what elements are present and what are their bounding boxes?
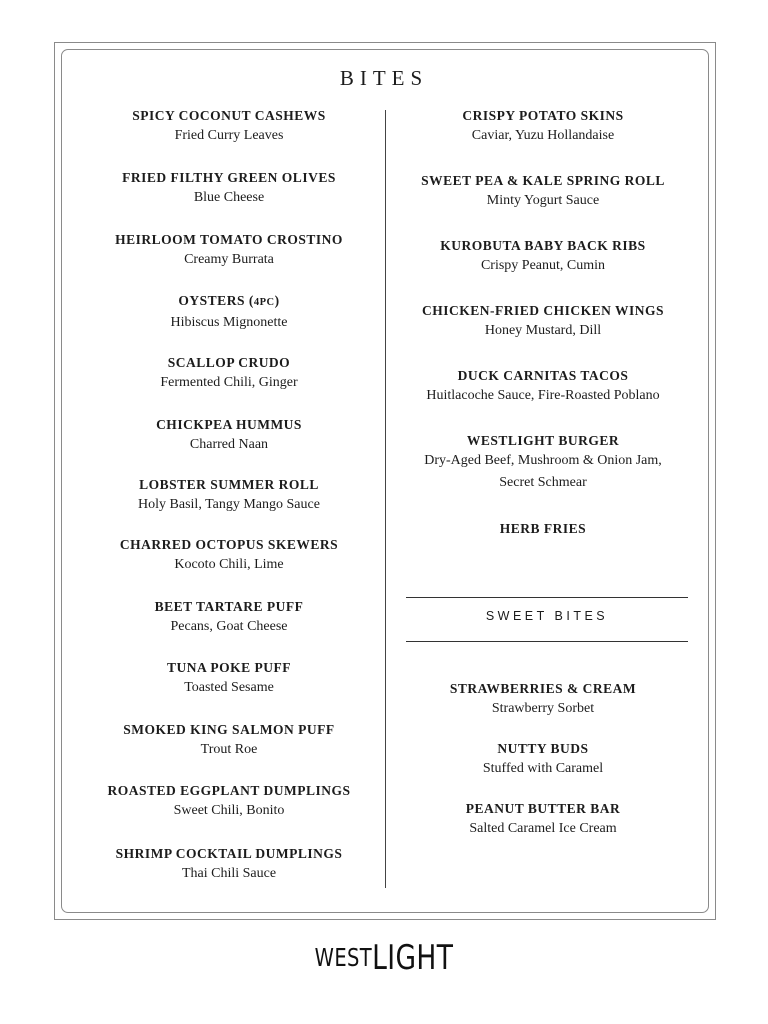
item-description: Creamy Burrata <box>184 252 274 267</box>
menu-item <box>395 302 691 342</box>
item-description: Blue Cheese <box>193 190 265 205</box>
item-name: KUROBUTA BABY BACK RIBS <box>440 238 646 253</box>
section-title-bites: BITES <box>339 66 429 90</box>
item-description: Salted Caramel Ice Cream <box>469 821 617 836</box>
menu-item <box>83 598 375 638</box>
menu-item <box>395 680 691 720</box>
menu-item <box>83 845 375 885</box>
menu-item <box>395 800 691 840</box>
item-name: DUCK CARNITAS TACOS <box>457 368 629 383</box>
item-name: SWEET PEA & KALE SPRING ROLL <box>421 173 665 188</box>
item-name: ROASTED EGGPLANT DUMPLINGS <box>107 783 351 798</box>
item-description: Minty Yogurt Sauce <box>486 193 600 208</box>
item-name: SCALLOP CRUDO <box>167 355 291 370</box>
item-name: WESTLIGHT BURGER <box>466 433 620 448</box>
menu-item <box>83 231 375 271</box>
sweet-bites-bottom-rule <box>406 641 688 642</box>
item-description: Fried Curry Leaves <box>174 128 284 143</box>
item-description: Huitlacoche Sauce, Fire-Roasted Poblano <box>426 388 660 403</box>
menu-item <box>83 782 375 822</box>
item-description: Stuffed with Caramel <box>482 761 604 776</box>
menu-item <box>83 354 375 394</box>
item-description: Hibiscus Mignonette <box>170 315 288 330</box>
item-description: Kocoto Chili, Lime <box>174 557 284 572</box>
logo-west: WEST <box>314 943 373 972</box>
menu-item <box>83 536 375 576</box>
menu-item <box>395 520 691 538</box>
item-name-close: ) <box>274 293 280 308</box>
item-name: HERB FRIES <box>499 521 587 536</box>
menu-item <box>395 237 691 277</box>
item-name: HEIRLOOM TOMATO CROSTINO <box>115 232 343 247</box>
menu-item <box>395 740 691 780</box>
menu-item <box>83 292 375 334</box>
menu-item <box>83 659 375 699</box>
item-description-line-2: Secret Schmear <box>499 475 587 490</box>
menu-item <box>395 432 691 494</box>
item-name: TUNA POKE PUFF <box>167 660 291 675</box>
item-description: Fermented Chili, Ginger <box>160 375 298 390</box>
item-name: SPICY COCONUT CASHEWS <box>132 108 326 123</box>
menu-item <box>395 107 691 147</box>
item-name: LOBSTER SUMMER ROLL <box>139 477 319 492</box>
menu-item <box>83 721 375 761</box>
menu-item <box>395 367 691 407</box>
menu-item <box>83 476 375 516</box>
item-description: Charred Naan <box>189 437 269 452</box>
item-description: Thai Chili Sauce <box>181 866 277 881</box>
item-name: FRIED FILTHY GREEN OLIVES <box>122 170 336 185</box>
item-description: Sweet Chili, Bonito <box>173 803 285 818</box>
item-name: CHICKEN-FRIED CHICKEN WINGS <box>421 303 665 318</box>
menu-item <box>395 172 691 212</box>
column-divider <box>385 110 386 888</box>
menu-item <box>83 416 375 456</box>
item-name-main: OYSTERS ( <box>178 293 254 308</box>
item-name: CHARRED OCTOPUS SKEWERS <box>119 537 339 552</box>
menu-item <box>83 107 375 147</box>
item-name: NUTTY BUDS <box>497 741 589 756</box>
item-name: STRAWBERRIES & CREAM <box>449 681 637 696</box>
item-description: Pecans, Goat Cheese <box>170 619 288 634</box>
item-description: Holy Basil, Tangy Mango Sauce <box>138 497 320 512</box>
item-name-portion: 4PC <box>253 297 275 308</box>
item-name: CRISPY POTATO SKINS <box>462 108 624 123</box>
item-name: CHICKPEA HUMMUS <box>156 417 302 432</box>
westlight-logo <box>84 938 683 978</box>
logo-light: LIGHT <box>372 938 454 978</box>
item-description: Strawberry Sorbet <box>491 701 595 716</box>
sweet-bites-top-rule <box>406 597 688 598</box>
item-name: SHRIMP COCKTAIL DUMPLINGS <box>115 846 343 861</box>
item-description: Dry-Aged Beef, Mushroom & Onion Jam, <box>424 453 662 468</box>
item-name: BEET TARTARE PUFF <box>154 599 304 614</box>
item-name: SMOKED KING SALMON PUFF <box>123 722 335 737</box>
item-name: PEANUT BUTTER BAR <box>465 801 621 816</box>
menu-item <box>83 169 375 209</box>
item-description: Honey Mustard, Dill <box>484 323 602 338</box>
item-description: Caviar, Yuzu Hollandaise <box>471 128 615 143</box>
item-description: Trout Roe <box>200 742 258 757</box>
item-description: Crispy Peanut, Cumin <box>480 258 606 273</box>
section-title-sweet-bites: SWEET BITES <box>485 609 609 623</box>
item-description: Toasted Sesame <box>184 680 274 695</box>
item-name <box>83 292 375 312</box>
